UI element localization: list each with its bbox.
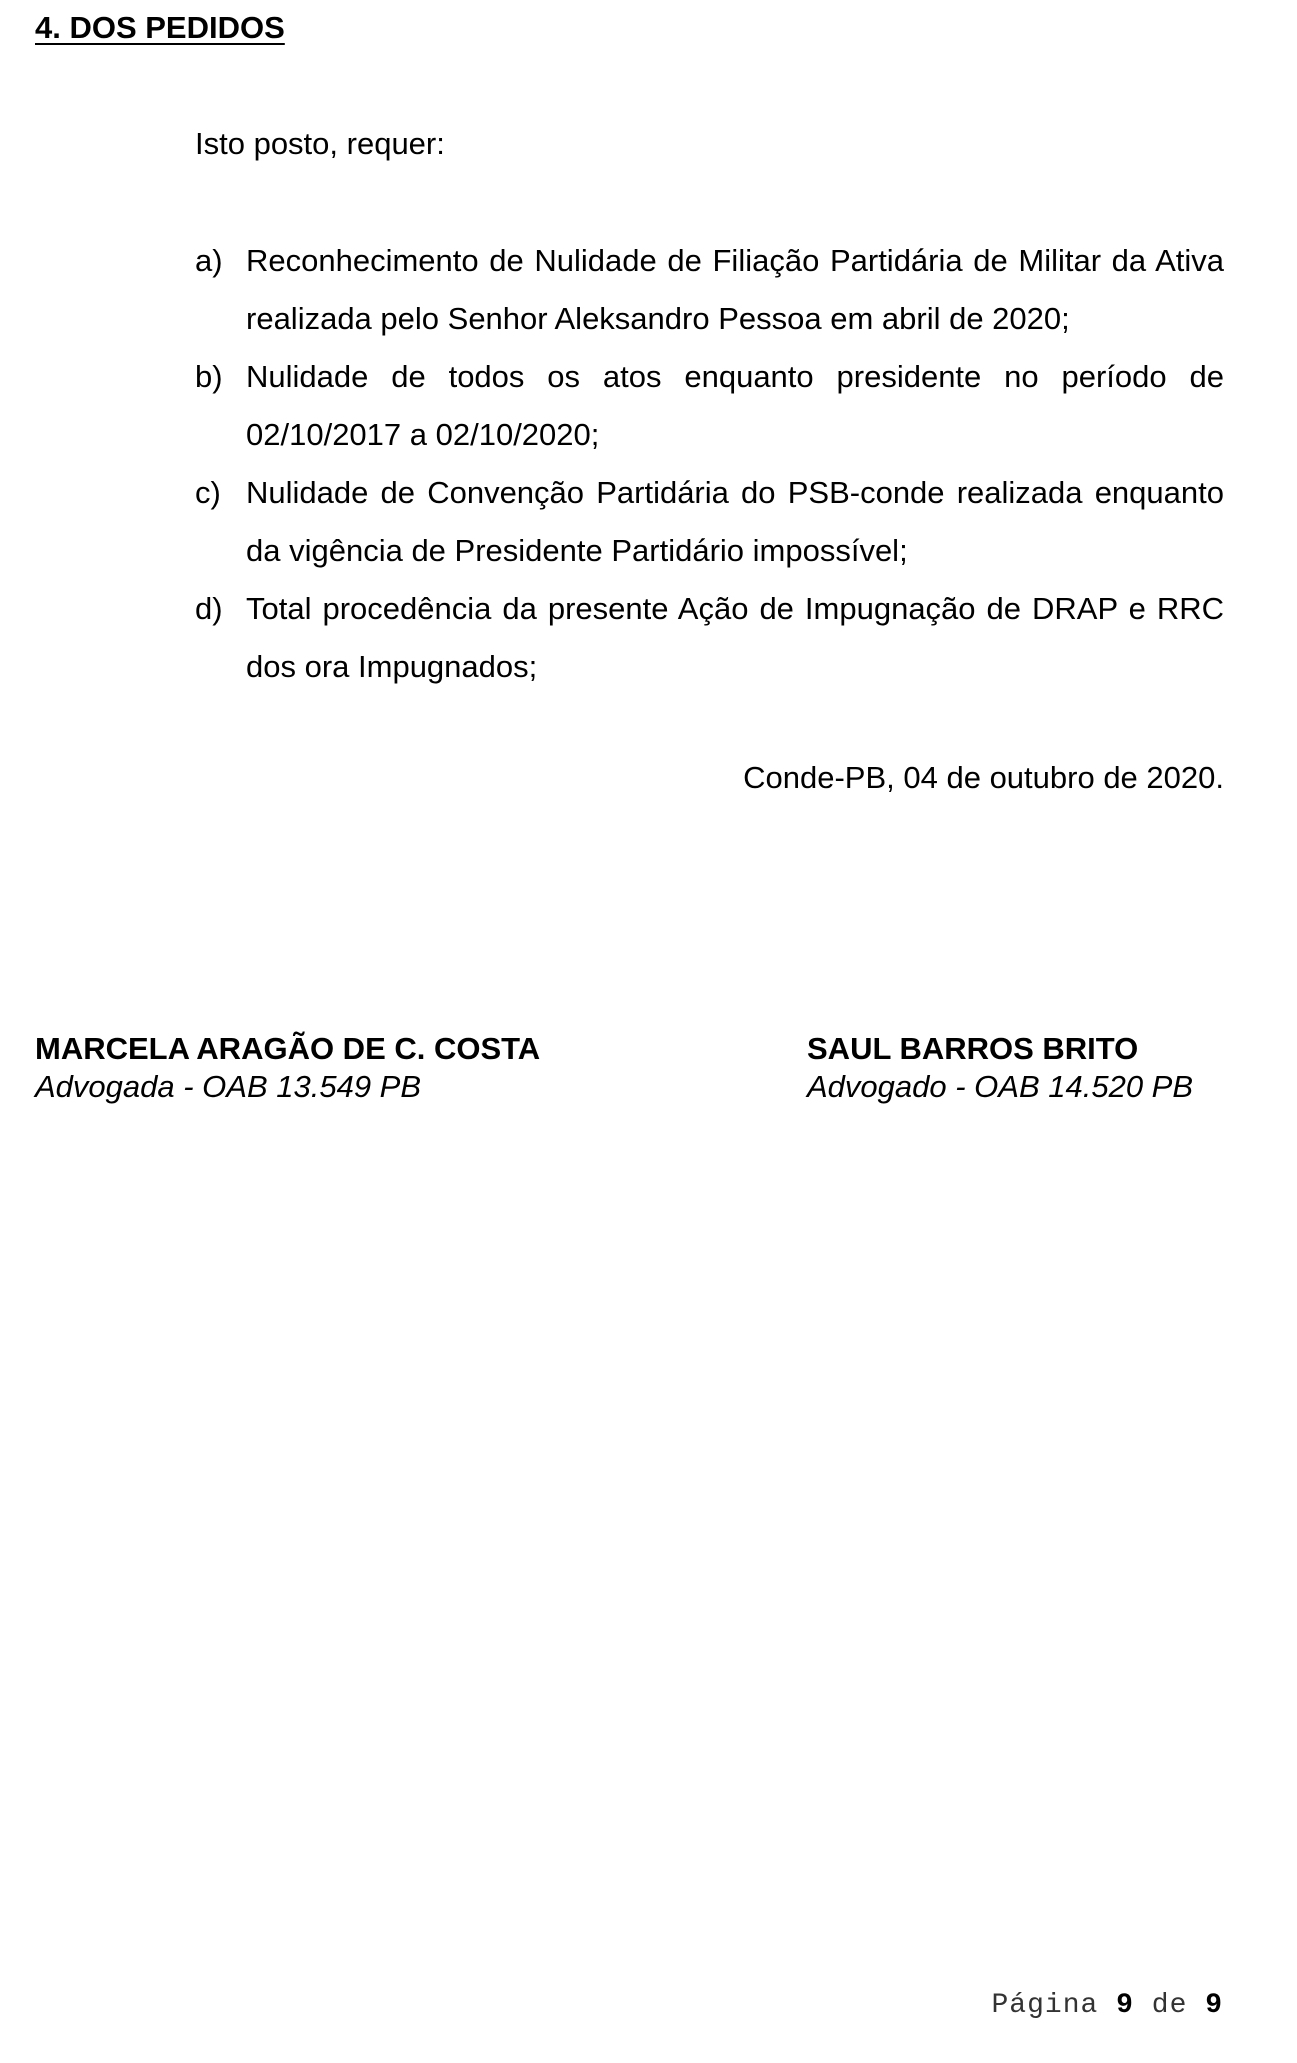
- current-page-number: 9: [1116, 1990, 1134, 2021]
- request-marker: d): [195, 591, 223, 626]
- signature-block-marcela: [35, 1030, 540, 1106]
- intro-text: Isto posto, requer:: [195, 126, 445, 161]
- date-line: Conde-PB, 04 de outubro de 2020.: [743, 760, 1224, 795]
- signature-block-saul: [807, 1030, 1193, 1106]
- request-item-b: [195, 348, 1224, 464]
- request-marker: a): [195, 243, 223, 278]
- of-word: de: [1151, 1990, 1188, 2021]
- request-text: Total procedência da presente Ação de Impugnação de DRAP e RRC dos ora Impugnados;: [246, 591, 1224, 684]
- signature-role: Advogado - OAB 14.520 PB: [807, 1069, 1194, 1104]
- request-item-d: [195, 580, 1224, 696]
- request-item-c: [195, 464, 1224, 580]
- request-text: Reconhecimento de Nulidade de Filiação Partidária de Militar da Ativa realizada pelo Senhor Aleksandro Pessoa em abril de 2020;: [246, 243, 1224, 336]
- signature-name: MARCELA ARAGÃO DE C. COSTA: [35, 1031, 541, 1066]
- request-list: [195, 232, 1224, 696]
- request-item-a: [195, 232, 1224, 348]
- section-title: 4. DOS PEDIDOS: [35, 10, 285, 45]
- page-number-footer: [992, 1990, 1224, 2021]
- request-marker: c): [195, 475, 221, 510]
- signature-role: Advogada - OAB 13.549 PB: [35, 1069, 422, 1104]
- request-text: Nulidade de Convenção Partidária do PSB-conde realizada enquanto da vigência de Presidente Partidário impossível;: [246, 475, 1224, 568]
- page-word: Página: [991, 1990, 1099, 2021]
- request-text: Nulidade de todos os atos enquanto presidente no período de 02/10/2017 a 02/10/2020;: [246, 359, 1224, 452]
- total-pages-number: 9: [1205, 1990, 1223, 2021]
- request-marker: b): [195, 359, 223, 394]
- signature-name: SAUL BARROS BRITO: [807, 1031, 1139, 1066]
